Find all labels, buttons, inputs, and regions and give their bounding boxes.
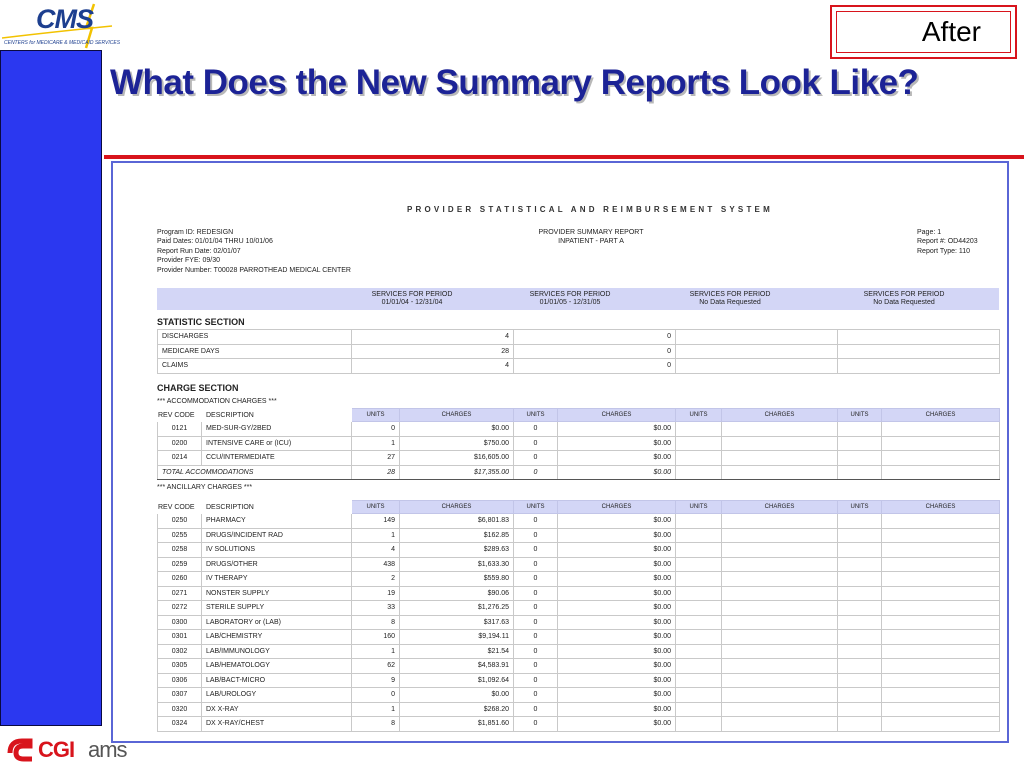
stat-label: MEDICARE DAYS bbox=[158, 344, 352, 359]
stat-p1: 28 bbox=[352, 344, 514, 359]
rev-code-cell: 0324 bbox=[158, 717, 202, 732]
charges-p4-cell bbox=[882, 659, 1000, 674]
units-p3-cell bbox=[676, 528, 722, 543]
total-label: TOTAL ACCOMMODATIONS bbox=[158, 465, 352, 480]
charges-p4-cell bbox=[882, 436, 1000, 451]
units-p1-cell: 8 bbox=[352, 717, 400, 732]
units-p3-cell bbox=[676, 586, 722, 601]
charge-section-heading: CHARGE SECTION bbox=[157, 383, 239, 393]
period-1 bbox=[337, 291, 487, 308]
report-frame bbox=[111, 161, 1009, 743]
rev-code-cell: 0271 bbox=[158, 586, 202, 601]
period-3-range: No Data Requested bbox=[699, 299, 761, 307]
units-p3-cell bbox=[676, 688, 722, 703]
col-rev-code: REV CODE bbox=[158, 409, 202, 422]
charges-p3-cell bbox=[722, 514, 838, 529]
charges-p3-cell bbox=[722, 673, 838, 688]
charges-p3-cell bbox=[722, 528, 838, 543]
charges-p4-cell bbox=[882, 422, 1000, 437]
description-cell: MED-SUR-GY/2BED bbox=[202, 422, 352, 437]
col-charges: CHARGES bbox=[400, 501, 514, 514]
rev-code-cell: 0259 bbox=[158, 557, 202, 572]
total-c3 bbox=[722, 465, 838, 480]
accommodation-body bbox=[158, 422, 1000, 466]
table-row bbox=[158, 543, 1000, 558]
units-p1-cell: 27 bbox=[352, 451, 400, 466]
units-p1-cell: 160 bbox=[352, 630, 400, 645]
col-units: UNITS bbox=[352, 501, 400, 514]
report-system-title: PROVIDER STATISTICAL AND REIMBURSEMENT SYSTEM bbox=[407, 205, 773, 214]
meta-report-part: INPATIENT - PART A bbox=[558, 238, 624, 246]
meta-program-id: Program ID: REDESIGN bbox=[157, 229, 234, 236]
charges-p1-cell: $9,194.11 bbox=[400, 630, 514, 645]
table-row bbox=[158, 615, 1000, 630]
units-p2-cell: 0 bbox=[514, 451, 558, 466]
col-units: UNITS bbox=[514, 409, 558, 422]
charges-p3-cell bbox=[722, 543, 838, 558]
units-p2-cell: 0 bbox=[514, 688, 558, 703]
charges-p4-cell bbox=[882, 528, 1000, 543]
units-p4-cell bbox=[838, 514, 882, 529]
charges-p2-cell: $0.00 bbox=[558, 451, 676, 466]
charges-p3-cell bbox=[722, 436, 838, 451]
charges-p1-cell: $16,605.00 bbox=[400, 451, 514, 466]
rev-code-cell: 0250 bbox=[158, 514, 202, 529]
col-units: UNITS bbox=[352, 409, 400, 422]
units-p4-cell bbox=[838, 615, 882, 630]
units-p3-cell bbox=[676, 451, 722, 466]
charges-p2-cell: $0.00 bbox=[558, 557, 676, 572]
units-p4-cell bbox=[838, 543, 882, 558]
charges-p4-cell bbox=[882, 572, 1000, 587]
units-p1-cell: 149 bbox=[352, 514, 400, 529]
charges-p4-cell bbox=[882, 688, 1000, 703]
units-p1-cell: 62 bbox=[352, 659, 400, 674]
meta-report-number: Report #: OD44203 bbox=[917, 238, 978, 246]
charges-p4-cell bbox=[882, 673, 1000, 688]
period-1-range: 01/01/04 - 12/31/04 bbox=[381, 299, 443, 307]
stat-label: CLAIMS bbox=[158, 359, 352, 374]
col-description: DESCRIPTION bbox=[202, 501, 352, 514]
description-cell: LAB/BACT-MICRO bbox=[202, 673, 352, 688]
rev-code-cell: 0121 bbox=[158, 422, 202, 437]
charges-p1-cell: $6,801.83 bbox=[400, 514, 514, 529]
table-row bbox=[158, 528, 1000, 543]
total-u4 bbox=[838, 465, 882, 480]
units-p2-cell: 0 bbox=[514, 615, 558, 630]
report-meta-right bbox=[917, 228, 978, 256]
charges-p1-cell: $750.00 bbox=[400, 436, 514, 451]
col-units: UNITS bbox=[676, 501, 722, 514]
col-charges: CHARGES bbox=[558, 501, 676, 514]
period-2 bbox=[495, 291, 645, 308]
units-p3-cell bbox=[676, 659, 722, 674]
slide-title: What Does the New Summary Reports Look Like? bbox=[110, 63, 919, 102]
table-row bbox=[158, 572, 1000, 587]
stat-p1: 4 bbox=[352, 330, 514, 345]
charges-p3-cell bbox=[722, 644, 838, 659]
accommodation-header-row bbox=[158, 409, 1000, 422]
charges-p1-cell: $162.85 bbox=[400, 528, 514, 543]
units-p2-cell: 0 bbox=[514, 543, 558, 558]
description-cell: LAB/IMMUNOLOGY bbox=[202, 644, 352, 659]
charges-p2-cell: $0.00 bbox=[558, 601, 676, 616]
cms-logo-text: CMS bbox=[36, 4, 93, 34]
units-p1-cell: 438 bbox=[352, 557, 400, 572]
units-p4-cell bbox=[838, 528, 882, 543]
report-meta-center bbox=[526, 228, 656, 247]
table-row bbox=[158, 451, 1000, 466]
charges-p2-cell: $0.00 bbox=[558, 586, 676, 601]
total-c2: $0.00 bbox=[558, 465, 676, 480]
col-units: UNITS bbox=[676, 409, 722, 422]
description-cell: IV SOLUTIONS bbox=[202, 543, 352, 558]
description-cell: DX X-RAY bbox=[202, 702, 352, 717]
units-p3-cell bbox=[676, 514, 722, 529]
units-p2-cell: 0 bbox=[514, 644, 558, 659]
description-cell: LAB/UROLOGY bbox=[202, 688, 352, 703]
units-p2-cell: 0 bbox=[514, 673, 558, 688]
period-2-label: SERVICES FOR PERIOD bbox=[529, 291, 611, 298]
charges-p3-cell bbox=[722, 451, 838, 466]
units-p3-cell bbox=[676, 615, 722, 630]
charges-p4-cell bbox=[882, 644, 1000, 659]
col-charges: CHARGES bbox=[722, 409, 838, 422]
table-row bbox=[158, 330, 1000, 345]
rev-code-cell: 0301 bbox=[158, 630, 202, 645]
meta-paid-dates: Paid Dates: 01/01/04 THRU 10/01/06 bbox=[157, 238, 273, 246]
total-u2: 0 bbox=[514, 465, 558, 480]
title-underline bbox=[104, 155, 1024, 159]
accommodation-heading: *** ACCOMMODATION CHARGES *** bbox=[157, 398, 277, 405]
charges-p1-cell: $0.00 bbox=[400, 422, 514, 437]
description-cell: LABORATORY or (LAB) bbox=[202, 615, 352, 630]
ams-logo-text: ams bbox=[88, 737, 127, 762]
description-cell: CCU/INTERMEDIATE bbox=[202, 451, 352, 466]
charges-p1-cell: $0.00 bbox=[400, 688, 514, 703]
charges-p3-cell bbox=[722, 601, 838, 616]
stat-p4 bbox=[838, 344, 1000, 359]
col-charges: CHARGES bbox=[882, 409, 1000, 422]
units-p1-cell: 8 bbox=[352, 615, 400, 630]
units-p4-cell bbox=[838, 688, 882, 703]
total-c4 bbox=[882, 465, 1000, 480]
report-meta-left bbox=[157, 228, 351, 275]
description-cell: STERILE SUPPLY bbox=[202, 601, 352, 616]
units-p1-cell: 33 bbox=[352, 601, 400, 616]
units-p3-cell bbox=[676, 673, 722, 688]
table-row bbox=[158, 359, 1000, 374]
col-description: DESCRIPTION bbox=[202, 409, 352, 422]
charges-p3-cell bbox=[722, 717, 838, 732]
charges-p1-cell: $559.80 bbox=[400, 572, 514, 587]
charges-p1-cell: $4,583.91 bbox=[400, 659, 514, 674]
table-row bbox=[158, 601, 1000, 616]
units-p4-cell bbox=[838, 557, 882, 572]
table-row bbox=[158, 630, 1000, 645]
units-p3-cell bbox=[676, 630, 722, 645]
units-p2-cell: 0 bbox=[514, 514, 558, 529]
accommodation-total-row bbox=[158, 465, 1000, 480]
units-p1-cell: 9 bbox=[352, 673, 400, 688]
units-p4-cell bbox=[838, 422, 882, 437]
stat-p4 bbox=[838, 359, 1000, 374]
units-p4-cell bbox=[838, 673, 882, 688]
total-u1: 28 bbox=[352, 465, 400, 480]
charges-p1-cell: $317.63 bbox=[400, 615, 514, 630]
charges-p4-cell bbox=[882, 451, 1000, 466]
units-p4-cell bbox=[838, 451, 882, 466]
charges-p4-cell bbox=[882, 702, 1000, 717]
units-p1-cell: 0 bbox=[352, 422, 400, 437]
units-p4-cell bbox=[838, 659, 882, 674]
charges-p1-cell: $1,633.30 bbox=[400, 557, 514, 572]
units-p4-cell bbox=[838, 436, 882, 451]
charges-p1-cell: $268.20 bbox=[400, 702, 514, 717]
charges-p4-cell bbox=[882, 543, 1000, 558]
stat-p1: 4 bbox=[352, 359, 514, 374]
charges-p3-cell bbox=[722, 659, 838, 674]
units-p2-cell: 0 bbox=[514, 717, 558, 732]
units-p4-cell bbox=[838, 601, 882, 616]
period-4-range: No Data Requested bbox=[873, 299, 935, 307]
stat-p2: 0 bbox=[514, 359, 676, 374]
units-p3-cell bbox=[676, 543, 722, 558]
cms-logo bbox=[2, 2, 121, 50]
charges-p2-cell: $0.00 bbox=[558, 659, 676, 674]
stat-label: DISCHARGES bbox=[158, 330, 352, 345]
units-p3-cell bbox=[676, 644, 722, 659]
description-cell: DX X-RAY/CHEST bbox=[202, 717, 352, 732]
units-p1-cell: 1 bbox=[352, 702, 400, 717]
meta-report-type: Report Type: 110 bbox=[917, 247, 971, 255]
cms-logo-subtitle: CENTERS for MEDICARE & MEDICAID SERVICES bbox=[4, 40, 121, 46]
table-row bbox=[158, 436, 1000, 451]
rev-code-cell: 0214 bbox=[158, 451, 202, 466]
units-p2-cell: 0 bbox=[514, 630, 558, 645]
rev-code-cell: 0302 bbox=[158, 644, 202, 659]
charges-p2-cell: $0.00 bbox=[558, 528, 676, 543]
units-p2-cell: 0 bbox=[514, 572, 558, 587]
col-charges: CHARGES bbox=[400, 409, 514, 422]
meta-page: Page: 1 bbox=[917, 229, 942, 236]
meta-provider-number: Provider Number: T00028 PARROTHEAD MEDICAL CENTER bbox=[157, 266, 351, 274]
charges-p3-cell bbox=[722, 688, 838, 703]
description-cell: LAB/CHEMISTRY bbox=[202, 630, 352, 645]
meta-provider-fye: Provider FYE: 09/30 bbox=[157, 257, 221, 265]
units-p2-cell: 0 bbox=[514, 422, 558, 437]
col-charges: CHARGES bbox=[882, 501, 1000, 514]
units-p1-cell: 0 bbox=[352, 688, 400, 703]
charges-p1-cell: $289.63 bbox=[400, 543, 514, 558]
col-charges: CHARGES bbox=[558, 409, 676, 422]
period-4-label: SERVICES FOR PERIOD bbox=[863, 291, 945, 298]
charges-p1-cell: $21.54 bbox=[400, 644, 514, 659]
ancillary-body bbox=[158, 514, 1000, 732]
stat-p3 bbox=[676, 330, 838, 345]
table-row bbox=[158, 702, 1000, 717]
units-p2-cell: 0 bbox=[514, 557, 558, 572]
col-rev-code: REV CODE bbox=[158, 501, 202, 514]
units-p2-cell: 0 bbox=[514, 601, 558, 616]
description-cell: DRUGS/INCIDENT RAD bbox=[202, 528, 352, 543]
charges-p3-cell bbox=[722, 702, 838, 717]
cgi-swoosh-icon bbox=[6, 735, 36, 763]
units-p1-cell: 2 bbox=[352, 572, 400, 587]
charges-p2-cell: $0.00 bbox=[558, 436, 676, 451]
period-4 bbox=[829, 291, 979, 308]
rev-code-cell: 0306 bbox=[158, 673, 202, 688]
units-p4-cell bbox=[838, 702, 882, 717]
table-row bbox=[158, 717, 1000, 732]
charges-p1-cell: $1,851.60 bbox=[400, 717, 514, 732]
charges-p3-cell bbox=[722, 557, 838, 572]
units-p1-cell: 1 bbox=[352, 528, 400, 543]
period-3-label: SERVICES FOR PERIOD bbox=[689, 291, 771, 298]
after-badge-label: After bbox=[921, 16, 981, 47]
table-row bbox=[158, 422, 1000, 437]
rev-code-cell: 0258 bbox=[158, 543, 202, 558]
col-units: UNITS bbox=[514, 501, 558, 514]
ancillary-header-row bbox=[158, 501, 1000, 514]
rev-code-cell: 0255 bbox=[158, 528, 202, 543]
units-p2-cell: 0 bbox=[514, 702, 558, 717]
stat-p3 bbox=[676, 344, 838, 359]
table-row bbox=[158, 688, 1000, 703]
units-p4-cell bbox=[838, 717, 882, 732]
units-p3-cell bbox=[676, 557, 722, 572]
description-cell: IV THERAPY bbox=[202, 572, 352, 587]
cgi-ams-logo bbox=[6, 735, 136, 765]
statistic-table bbox=[157, 329, 1000, 374]
charges-p3-cell bbox=[722, 586, 838, 601]
units-p1-cell: 4 bbox=[352, 543, 400, 558]
period-1-label: SERVICES FOR PERIOD bbox=[371, 291, 453, 298]
statistic-section-heading: STATISTIC SECTION bbox=[157, 317, 245, 327]
charges-p2-cell: $0.00 bbox=[558, 644, 676, 659]
units-p4-cell bbox=[838, 630, 882, 645]
charges-p4-cell bbox=[882, 717, 1000, 732]
charges-p3-cell bbox=[722, 572, 838, 587]
units-p3-cell bbox=[676, 436, 722, 451]
charges-p2-cell: $0.00 bbox=[558, 543, 676, 558]
meta-run-date: Report Run Date: 02/01/07 bbox=[157, 247, 241, 255]
charges-p4-cell bbox=[882, 514, 1000, 529]
description-cell: NONSTER SUPPLY bbox=[202, 586, 352, 601]
stat-p2: 0 bbox=[514, 330, 676, 345]
charges-p4-cell bbox=[882, 586, 1000, 601]
rev-code-cell: 0272 bbox=[158, 601, 202, 616]
charges-p2-cell: $0.00 bbox=[558, 572, 676, 587]
units-p2-cell: 0 bbox=[514, 528, 558, 543]
units-p3-cell bbox=[676, 572, 722, 587]
stat-p4 bbox=[838, 330, 1000, 345]
stat-p3 bbox=[676, 359, 838, 374]
description-cell: LAB/HEMATOLOGY bbox=[202, 659, 352, 674]
rev-code-cell: 0260 bbox=[158, 572, 202, 587]
period-header bbox=[157, 288, 999, 310]
col-units: UNITS bbox=[838, 501, 882, 514]
charges-p4-cell bbox=[882, 601, 1000, 616]
units-p1-cell: 19 bbox=[352, 586, 400, 601]
charges-p2-cell: $0.00 bbox=[558, 673, 676, 688]
units-p2-cell: 0 bbox=[514, 586, 558, 601]
accommodation-table bbox=[157, 408, 1000, 480]
rev-code-cell: 0307 bbox=[158, 688, 202, 703]
table-row bbox=[158, 586, 1000, 601]
charges-p2-cell: $0.00 bbox=[558, 514, 676, 529]
charges-p2-cell: $0.00 bbox=[558, 615, 676, 630]
table-row bbox=[158, 557, 1000, 572]
charges-p2-cell: $0.00 bbox=[558, 702, 676, 717]
col-units: UNITS bbox=[838, 409, 882, 422]
charges-p1-cell: $90.06 bbox=[400, 586, 514, 601]
after-badge bbox=[830, 5, 1017, 59]
table-row bbox=[158, 344, 1000, 359]
charges-p4-cell bbox=[882, 630, 1000, 645]
charges-p1-cell: $1,092.64 bbox=[400, 673, 514, 688]
charges-p3-cell bbox=[722, 630, 838, 645]
stat-p2: 0 bbox=[514, 344, 676, 359]
rev-code-cell: 0200 bbox=[158, 436, 202, 451]
charges-p4-cell bbox=[882, 615, 1000, 630]
cgi-logo-text: CGI bbox=[38, 737, 75, 762]
sidebar-bar bbox=[0, 50, 102, 726]
units-p2-cell: 0 bbox=[514, 436, 558, 451]
units-p3-cell bbox=[676, 702, 722, 717]
units-p1-cell: 1 bbox=[352, 436, 400, 451]
charges-p3-cell bbox=[722, 422, 838, 437]
meta-report-name: PROVIDER SUMMARY REPORT bbox=[538, 229, 644, 236]
charges-p3-cell bbox=[722, 615, 838, 630]
charges-p2-cell: $0.00 bbox=[558, 630, 676, 645]
period-2-range: 01/01/05 - 12/31/05 bbox=[539, 299, 601, 307]
charges-p1-cell: $1,276.25 bbox=[400, 601, 514, 616]
period-3 bbox=[655, 291, 805, 308]
units-p3-cell bbox=[676, 422, 722, 437]
table-row bbox=[158, 644, 1000, 659]
table-row bbox=[158, 659, 1000, 674]
units-p4-cell bbox=[838, 644, 882, 659]
charges-p4-cell bbox=[882, 557, 1000, 572]
rev-code-cell: 0320 bbox=[158, 702, 202, 717]
description-cell: INTENSIVE CARE or (ICU) bbox=[202, 436, 352, 451]
table-row bbox=[158, 514, 1000, 529]
ancillary-heading: *** ANCILLARY CHARGES *** bbox=[157, 484, 253, 491]
units-p3-cell bbox=[676, 717, 722, 732]
units-p1-cell: 1 bbox=[352, 644, 400, 659]
total-c1: $17,355.00 bbox=[400, 465, 514, 480]
description-cell: DRUGS/OTHER bbox=[202, 557, 352, 572]
description-cell: PHARMACY bbox=[202, 514, 352, 529]
units-p4-cell bbox=[838, 586, 882, 601]
total-u3 bbox=[676, 465, 722, 480]
table-row bbox=[158, 673, 1000, 688]
ancillary-table bbox=[157, 500, 1000, 732]
charges-p2-cell: $0.00 bbox=[558, 717, 676, 732]
charges-p2-cell: $0.00 bbox=[558, 688, 676, 703]
units-p3-cell bbox=[676, 601, 722, 616]
rev-code-cell: 0305 bbox=[158, 659, 202, 674]
units-p4-cell bbox=[838, 572, 882, 587]
units-p2-cell: 0 bbox=[514, 659, 558, 674]
col-charges: CHARGES bbox=[722, 501, 838, 514]
charges-p2-cell: $0.00 bbox=[558, 422, 676, 437]
rev-code-cell: 0300 bbox=[158, 615, 202, 630]
